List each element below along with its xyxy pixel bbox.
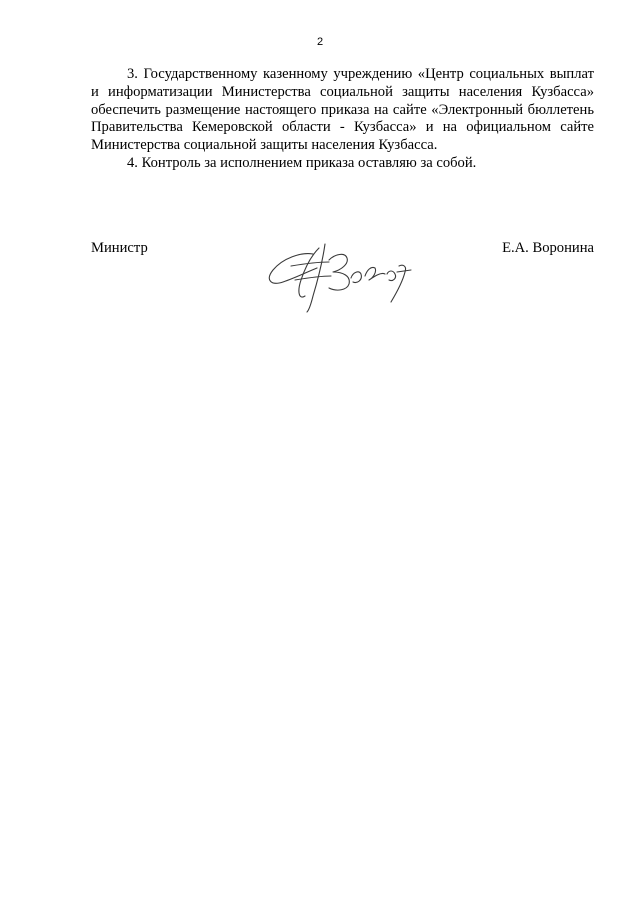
document-body — [91, 66, 594, 173]
signature-block — [91, 236, 594, 316]
signatory-name: Е.А. Воронина — [502, 240, 594, 256]
signatory-title: Министр — [91, 240, 148, 256]
paragraph-3: 3. Государственному казенному учреждению «Центр социальных выплат и информатизации Министерства социальной защиты населения Кузбасса» обеспечить размещение настоящего приказа на сайте «Электронный бюллетень Правительства Кемеровской области - Кузбасса» и на официальном сайте Министерства социальной защиты населения Кузбасса. — [91, 66, 594, 154]
paragraph-4: 4. Контроль за исполнением приказа оставляю за собой. — [127, 154, 477, 171]
page-number: 2 — [316, 36, 324, 48]
handwritten-signature-icon — [261, 236, 421, 314]
